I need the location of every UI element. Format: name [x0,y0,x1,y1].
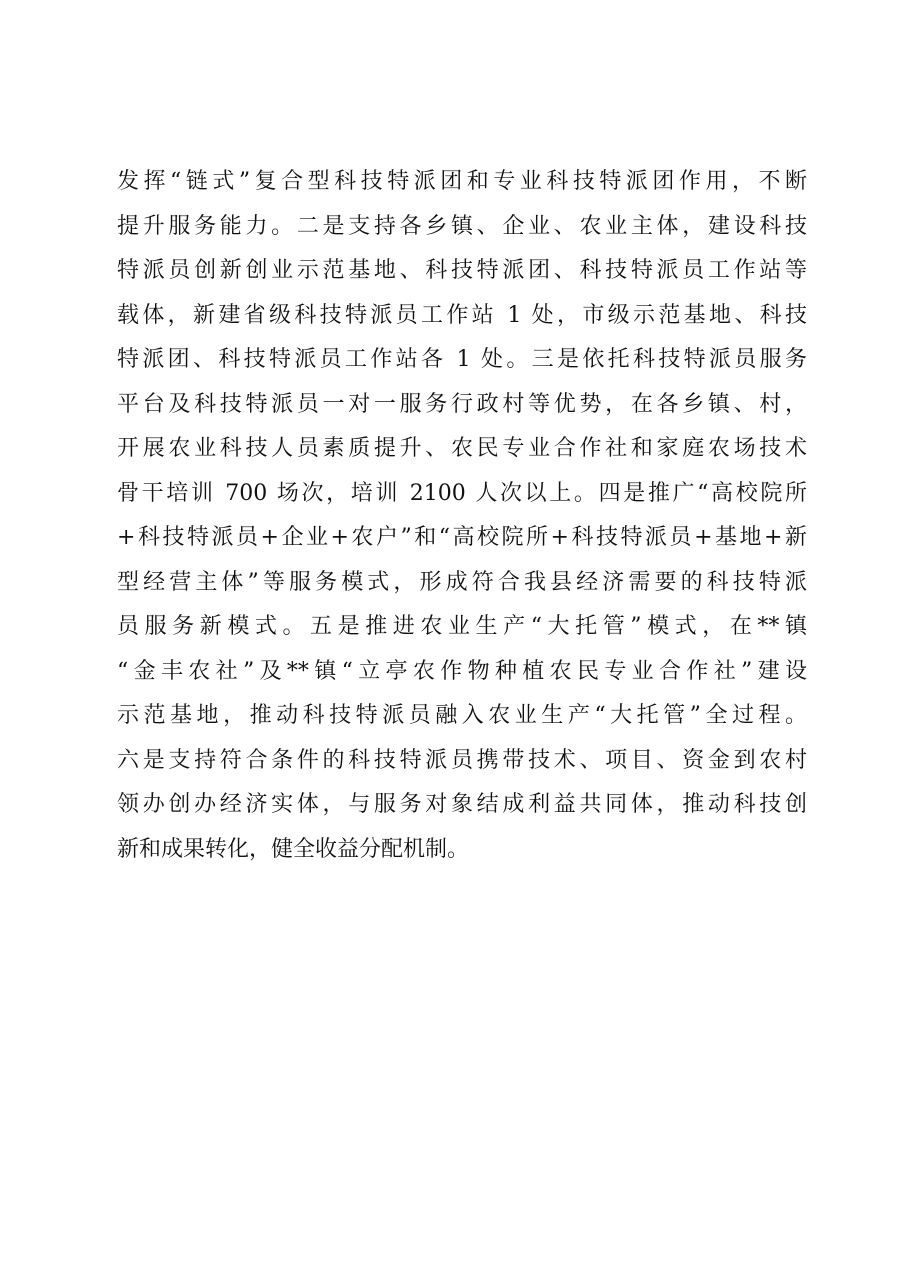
text-line: 平台及科技特派员一对一服务行政村等优势，在各乡镇、村， [117,391,807,417]
text-line: 员服务新模式。五是推进农业生产“大托管”模式，在**镇 [117,614,807,639]
text-line: 领办创办经济实体，与服务对象结成利益共同体，推动科技创 [117,792,807,817]
text-line: 载体，新建省级科技特派员工作站 1 处，市级示范基地、科技 [117,302,807,328]
text-line: 提升服务能力。二是支持各乡镇、企业、农业主体，建设科技 [117,213,807,239]
text-line: “金丰农社”及**镇“立亭农作物种植农民专业合作社”建设 [117,658,807,684]
text-line: 开展农业科技人员素质提升、农民专业合作社和家庭农场技术 [117,436,807,461]
text-line: 骨干培训 700 场次，培训 2100 人次以上。四是推广“高校院所 [117,480,807,506]
text-line: 特派团、科技特派员工作站各 1 处。三是依托科技特派员服务 [117,347,807,372]
text-line: 新和成果转化，健全收益分配机制。 [117,836,470,862]
text-line: 六是支持符合条件的科技特派员携带技术、项目、资金到农村 [117,747,807,773]
text-line: +科技特派员+企业+农户”和“高校院所+科技特派员+基地+新 [117,525,807,550]
text-line: 特派员创新创业示范基地、科技特派团、科技特派员工作站等 [117,258,807,283]
text-line: 示范基地，推动科技特派员融入农业生产“大托管”全过程。 [117,703,807,728]
text-line: 发挥“链式”复合型科技特派团和专业科技特派团作用，不断 [117,169,807,194]
text-line: 型经营主体”等服务模式，形成符合我县经济需要的科技特派 [117,569,807,595]
body-paragraph [117,160,807,872]
